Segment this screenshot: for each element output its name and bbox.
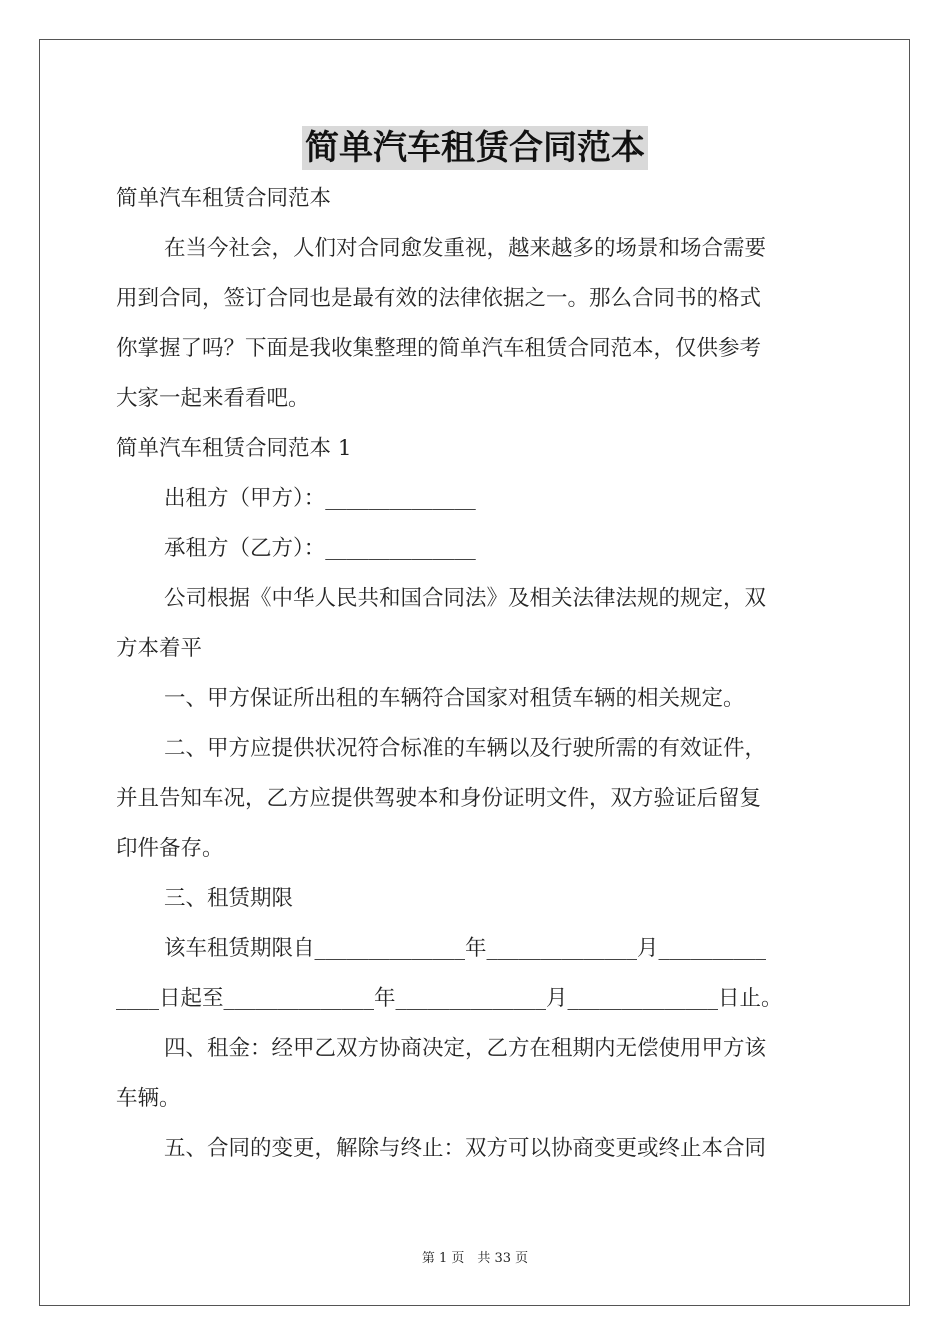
paragraph-line: 并且告知车况，乙方应提供驾驶本和身份证明文件，双方验证后留复 bbox=[116, 786, 762, 811]
paragraph-line: 用到合同，签订合同也是最有效的法律依据之一。那么合同书的格式 bbox=[116, 286, 762, 311]
paragraph-line: 方本着平 bbox=[116, 636, 203, 661]
lease-period-line: 该车租赁期限自______________年______________月__________ bbox=[164, 936, 767, 961]
clause-1: 一、甲方保证所出租的车辆符合国家对租赁车辆的相关规定。 bbox=[164, 686, 745, 711]
paragraph-line: 大家一起来看看吧。 bbox=[116, 386, 310, 411]
section-heading: 简单汽车租赁合同范本 1 bbox=[116, 436, 352, 461]
doc-subtitle: 简单汽车租赁合同范本 bbox=[116, 186, 332, 211]
paragraph-line: 在当今社会，人们对合同愈发重视，越来越多的场景和场合需要 bbox=[164, 236, 767, 261]
party-a-line: 出租方（甲方）：______________ bbox=[164, 486, 476, 511]
party-b-line: 承租方（乙方）：______________ bbox=[164, 536, 476, 561]
clause-5: 五、合同的变更，解除与终止：双方可以协商变更或终止本合同 bbox=[164, 1136, 767, 1161]
lease-period-line: ____日起至______________年______________月______________日止。 bbox=[116, 986, 783, 1011]
clause-4: 四、租金：经甲乙双方协商决定，乙方在租期内无偿使用甲方该 bbox=[164, 1036, 767, 1061]
paragraph-line: 印件备存。 bbox=[116, 836, 224, 861]
paragraph-line: 公司根据《中华人民共和国合同法》及相关法律法规的规定，双 bbox=[164, 586, 767, 611]
clause-2: 二、甲方应提供状况符合标准的车辆以及行驶所需的有效证件， bbox=[164, 736, 767, 761]
document-title-block bbox=[0, 126, 950, 170]
page-number: 第 1 页 共 33 页 bbox=[421, 1251, 529, 1266]
paragraph-line: 你掌握了吗？下面是我收集整理的简单汽车租赁合同范本，仅供参考 bbox=[116, 336, 762, 361]
clause-3: 三、租赁期限 bbox=[164, 886, 294, 911]
paragraph-line: 车辆。 bbox=[116, 1086, 181, 1111]
page-border bbox=[39, 39, 910, 1306]
document-title: 简单汽车租赁合同范本 bbox=[302, 126, 648, 170]
